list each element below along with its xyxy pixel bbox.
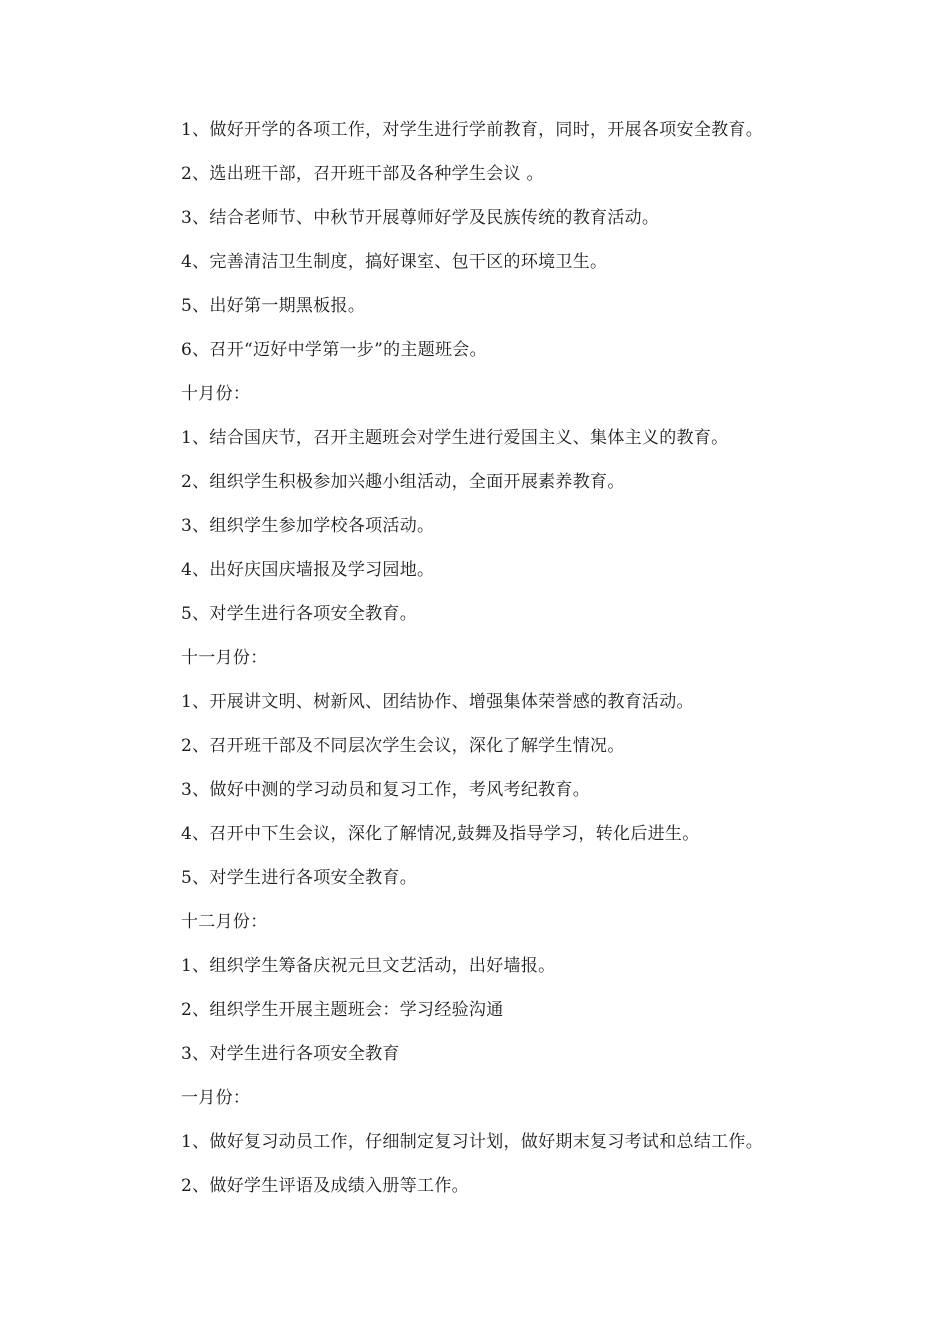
list-item: 6、召开“迈好中学第一步”的主题班会。 <box>181 340 487 360</box>
list-item: 1、做好复习动员工作，仔细制定复习计划，做好期末复习考试和总结工作。 <box>181 1132 764 1152</box>
list-item: 4、完善清洁卫生制度，搞好课室、包干区的环境卫生。 <box>181 252 608 272</box>
list-item: 5、对学生进行各项安全教育。 <box>181 868 418 888</box>
document-body <box>181 108 881 1208</box>
list-item: 5、对学生进行各项安全教育。 <box>181 604 418 624</box>
list-item: 2、组织学生积极参加兴趣小组活动，全面开展素养教育。 <box>181 472 625 492</box>
month-heading-december: 十二月份： <box>181 912 268 932</box>
list-item: 4、召开中下生会议，深化了解情况,鼓舞及指导学习，转化后进生。 <box>181 824 700 844</box>
list-item: 1、做好开学的各项工作，对学生进行学前教育，同时，开展各项安全教育。 <box>181 120 764 140</box>
list-item: 1、结合国庆节，召开主题班会对学生进行爱国主义、集体主义的教育。 <box>181 428 729 448</box>
list-item: 4、出好庆国庆墙报及学习园地。 <box>181 560 435 580</box>
list-item: 2、组织学生开展主题班会：学习经验沟通 <box>181 1000 504 1020</box>
list-item: 2、选出班干部，召开班干部及各种学生会议 。 <box>181 164 544 184</box>
month-heading-november: 十一月份： <box>181 648 268 668</box>
month-heading-january: 一月份： <box>181 1088 251 1108</box>
list-item: 2、召开班干部及不同层次学生会议，深化了解学生情况。 <box>181 736 625 756</box>
list-item: 3、结合老师节、中秋节开展尊师好学及民族传统的教育活动。 <box>181 208 660 228</box>
list-item: 1、开展讲文明、树新风、团结协作、增强集体荣誉感的教育活动。 <box>181 692 694 712</box>
list-item: 2、做好学生评语及成绩入册等工作。 <box>181 1176 469 1196</box>
list-item: 3、做好中测的学习动员和复习工作，考风考纪教育。 <box>181 780 591 800</box>
list-item: 1、组织学生筹备庆祝元旦文艺活动，出好墙报。 <box>181 956 556 976</box>
list-item: 3、组织学生参加学校各项活动。 <box>181 516 435 536</box>
list-item: 5、出好第一期黑板报。 <box>181 296 366 316</box>
list-item: 3、对学生进行各项安全教育 <box>181 1044 400 1064</box>
month-heading-october: 十月份： <box>181 384 251 404</box>
